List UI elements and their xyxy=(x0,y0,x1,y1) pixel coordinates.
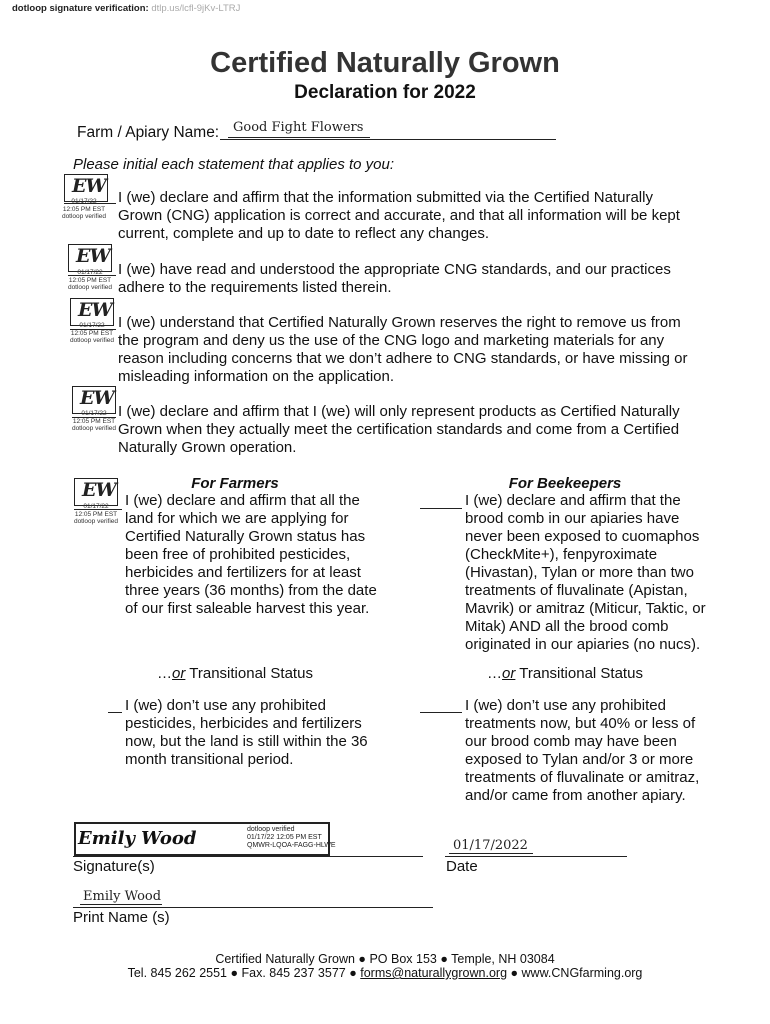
initial-field-beekeepers[interactable] xyxy=(420,508,462,509)
date-value-underline xyxy=(449,853,533,854)
beekeepers-declaration: I (we) declare and affirm that the brood comb in our apiaries have never been exposed to cuomaphos (CheckMite+), fenpyroximate (Hivastan), Tylan or more than two treatments of fluvalinate (Apistan, Mavrik) or amitraz (Miticur, Taktic, or Mitak) AND all the brood comb originated in our apiaries (no nucs). xyxy=(465,492,706,653)
date-field[interactable]: 01/17/2022 xyxy=(453,838,528,853)
signature-label: Signature(s) xyxy=(73,858,155,875)
initial-field-farmers-transitional[interactable] xyxy=(108,712,122,713)
verification-link[interactable]: dtlp.us/lcfl-9jKv-LTRJ xyxy=(151,3,241,14)
beekeepers-transitional-heading: …or Transitional Status xyxy=(487,665,643,682)
date-line xyxy=(445,856,627,857)
farm-name-value-underline xyxy=(228,137,370,138)
initial-stamp: 01/17/22 12:05 PM EST dotloop verified xyxy=(69,322,115,344)
initial-stamp: 01/17/22 12:05 PM EST dotloop verified xyxy=(61,198,107,220)
footer-address: Certified Naturally Grown ● PO Box 153 ● Temple, NH 03084 xyxy=(215,952,555,966)
statement-1: I (we) declare and affirm that the information submitted via the Certified Naturally Grown (CNG) application is correct and accurate, and that all information will be kept current, complete and up to date to reflect any changes. xyxy=(118,189,680,242)
instructions: Please initial each statement that applies to you: xyxy=(73,156,395,173)
signature-script: Emily Wood xyxy=(78,828,197,849)
page-title: Certified Naturally Grown xyxy=(210,47,560,79)
print-name-label: Print Name (s) xyxy=(73,909,170,926)
statement-2: I (we) have read and understood the appropriate CNG standards, and our practices adhere to the requirements listed therein. xyxy=(118,261,671,296)
signature-stamp: dotloop verified 01/17/22 12:05 PM EST QMWR-LQOA-FAGG-HLWE xyxy=(247,826,336,849)
beekeepers-transitional: I (we) don’t use any prohibited treatments now, but 40% or less of our brood comb may have been exposed to Tylan and/or 3 or more treatments of fluvalinate or amitraz, and/or came from another apiary. xyxy=(465,697,700,804)
footer-contact: Tel. 845 262 2551 ● Fax. 845 237 3577 ● forms@naturallygrown.org ● www.CNGfarming.org xyxy=(127,966,643,980)
email-link[interactable]: forms@naturallygrown.org xyxy=(360,966,508,980)
page-subtitle: Declaration for 2022 xyxy=(294,82,476,103)
farmers-transitional-heading: …or Transitional Status xyxy=(157,665,313,682)
initial-stamp: 01/17/22 12:05 PM EST dotloop verified xyxy=(67,269,113,291)
farm-name-field[interactable]: Good Fight Flowers xyxy=(233,120,364,135)
date-label: Date xyxy=(446,858,478,875)
verification-label: dotloop signature verification: xyxy=(12,3,149,14)
beekeepers-heading: For Beekeepers xyxy=(508,475,622,492)
signature-line xyxy=(73,856,423,857)
initials: EW xyxy=(80,387,114,409)
initial-field-beekeepers-transitional[interactable] xyxy=(420,712,462,713)
farm-name-label: Farm / Apiary Name: xyxy=(77,124,220,141)
farmers-heading: For Farmers xyxy=(191,475,279,492)
farm-name-line xyxy=(220,139,556,140)
print-name-field[interactable]: Emily Wood xyxy=(83,889,162,904)
initial-stamp: 01/17/22 12:05 PM EST dotloop verified xyxy=(73,503,119,525)
farmers-transitional: I (we) don’t use any prohibited pesticides, herbicides and fertilizers now, but the land is still within the 36 month transitional period. xyxy=(125,697,368,768)
initials: EW xyxy=(76,245,110,267)
farmers-declaration: I (we) declare and affirm that all the land for which we are applying for Certified Naturally Grown status has been free of prohibited pesticides, herbicides and fertilizers for at least three years (36 months) from the date of our first saleable harvest this year. xyxy=(125,492,377,617)
statement-3: I (we) understand that Certified Naturally Grown reserves the right to remove us from the program and deny us the use of the CNG logo and marketing materials for any reason including concerns that we don’t adhere to CNG standards, or have missing or misleading information on the application. xyxy=(118,314,688,385)
initial-field-statement-2[interactable] xyxy=(68,244,112,272)
initials: EW xyxy=(78,299,112,321)
initial-field-farmers[interactable] xyxy=(74,478,118,506)
initials: EW xyxy=(72,175,106,197)
initial-stamp: 01/17/22 12:05 PM EST dotloop verified xyxy=(71,410,117,432)
initials: EW xyxy=(82,479,116,501)
print-name-line xyxy=(73,907,433,908)
dotloop-verification xyxy=(12,3,240,14)
statement-4: I (we) declare and affirm that I (we) will only represent products as Certified Naturally Grown when they actually meet the certification standards and come from a Certified Naturally Grown operation. xyxy=(118,403,680,456)
print-name-value-underline xyxy=(80,904,162,905)
